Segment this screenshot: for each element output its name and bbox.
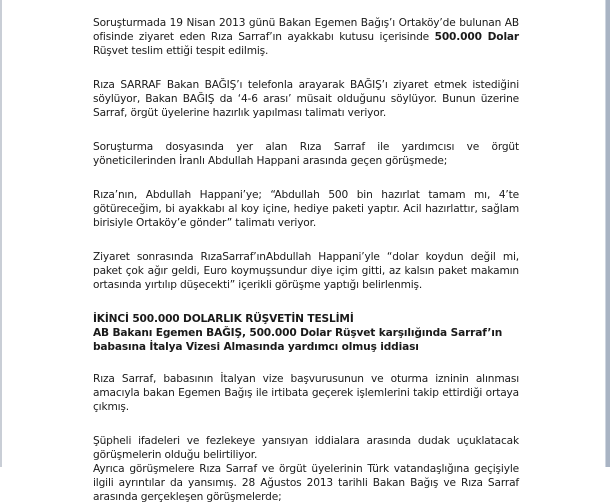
- paragraph-8: Ayrıca görüşmelere Rıza Sarraf ve örgüt üyelerinin Türk vatandaşlığına geçişiyle ilgili ayrıntılar da yansımış. 28 Ağustos 2013 tarihli Bakan Bağış ve Rıza Sarraf arasında gerçekleşen görüşmelerde;: [93, 463, 519, 503]
- document-body: [93, 16, 519, 504]
- section-heading-subtitle: AB Bakanı Egemen BAĞIŞ, 500.000 Dolar Rüşvet karşılığında Sarraf’ın babasına İtalya Vizesi Almasında yardımcı olmuş iddiası: [93, 327, 503, 353]
- paragraph-7: Şüpheli ifadeleri ve fezlekeye yansıyan iddialara arasında dudak uçuklatacak görüşmelerin olduğu belirtiliyor.: [93, 435, 519, 461]
- paragraph-1-text-end: Rüşvet teslim ettiği tespit edilmiş.: [93, 45, 269, 57]
- paragraph-1-text-start: Soruşturmada 19 Nisan 2013 günü Bakan Egemen Bağış’ı Ortaköy’de bulunan AB ofisinde ziyaret eden Rıza Sarraf’ın ayakkabı kutusu içerisinde: [93, 17, 519, 43]
- document-page: [2, 0, 605, 503]
- bribe-amount-bold: 500.000 Dolar: [434, 31, 519, 43]
- paragraph-4: Rıza’nın, Abdullah Happani’ye; “Abdullah 500 bin hazırlat tamam mı, 4’te götüreceğim, bi ayakkabı al koy içine, hediye paketi yaptır. Acil hazırlattır, sağlam birisiyle Ortaköy’e gönder” talimatı veriyor.: [93, 189, 519, 229]
- paragraph-3: Soruşturma dosyasında yer alan Rıza Sarraf ile yardımcısı ve örgüt yöneticilerinden İranlı Abdullah Happani arasında geçen görüşmede;: [93, 141, 519, 167]
- section-heading-title: İKİNCİ 500.000 DOLARLIK RÜŞVETİN TESLİMİ: [93, 313, 354, 325]
- page-background-edge: [605, 0, 610, 467]
- paragraph-6: Rıza Sarraf, babasının İtalyan vize başvurusunun ve oturma izninin alınması amacıyla bakan Egemen Bağış ile irtibata geçerek işlemlerini takip ettirdiği ortaya çıkmış.: [93, 373, 519, 413]
- paragraph-1: [93, 16, 519, 58]
- section-heading: [93, 312, 519, 354]
- paragraph-2: Rıza SARRAF Bakan BAĞIŞ’ı telefonla arayarak BAĞIŞ’ı ziyaret etmek istediğini söylüyor, Bakan BAĞIŞ da ‘4-6 arası’ müsait olduğunu söylüyor. Bunun üzerine Sarraf, örgüt üyelerine hazırlık yapılması talimatı veriyor.: [93, 79, 519, 119]
- paragraph-5: Ziyaret sonrasında RızaSarraf’ınAbdullah Happani’yle “dolar koydun değil mi, paket çok ağır geldi, Euro koymuşsundur diye içim gitti, az kalsın paket makamın ortasında yırtılıp düşecekti” içerikli görüşme yaptığı belirlenmiş.: [93, 251, 519, 291]
